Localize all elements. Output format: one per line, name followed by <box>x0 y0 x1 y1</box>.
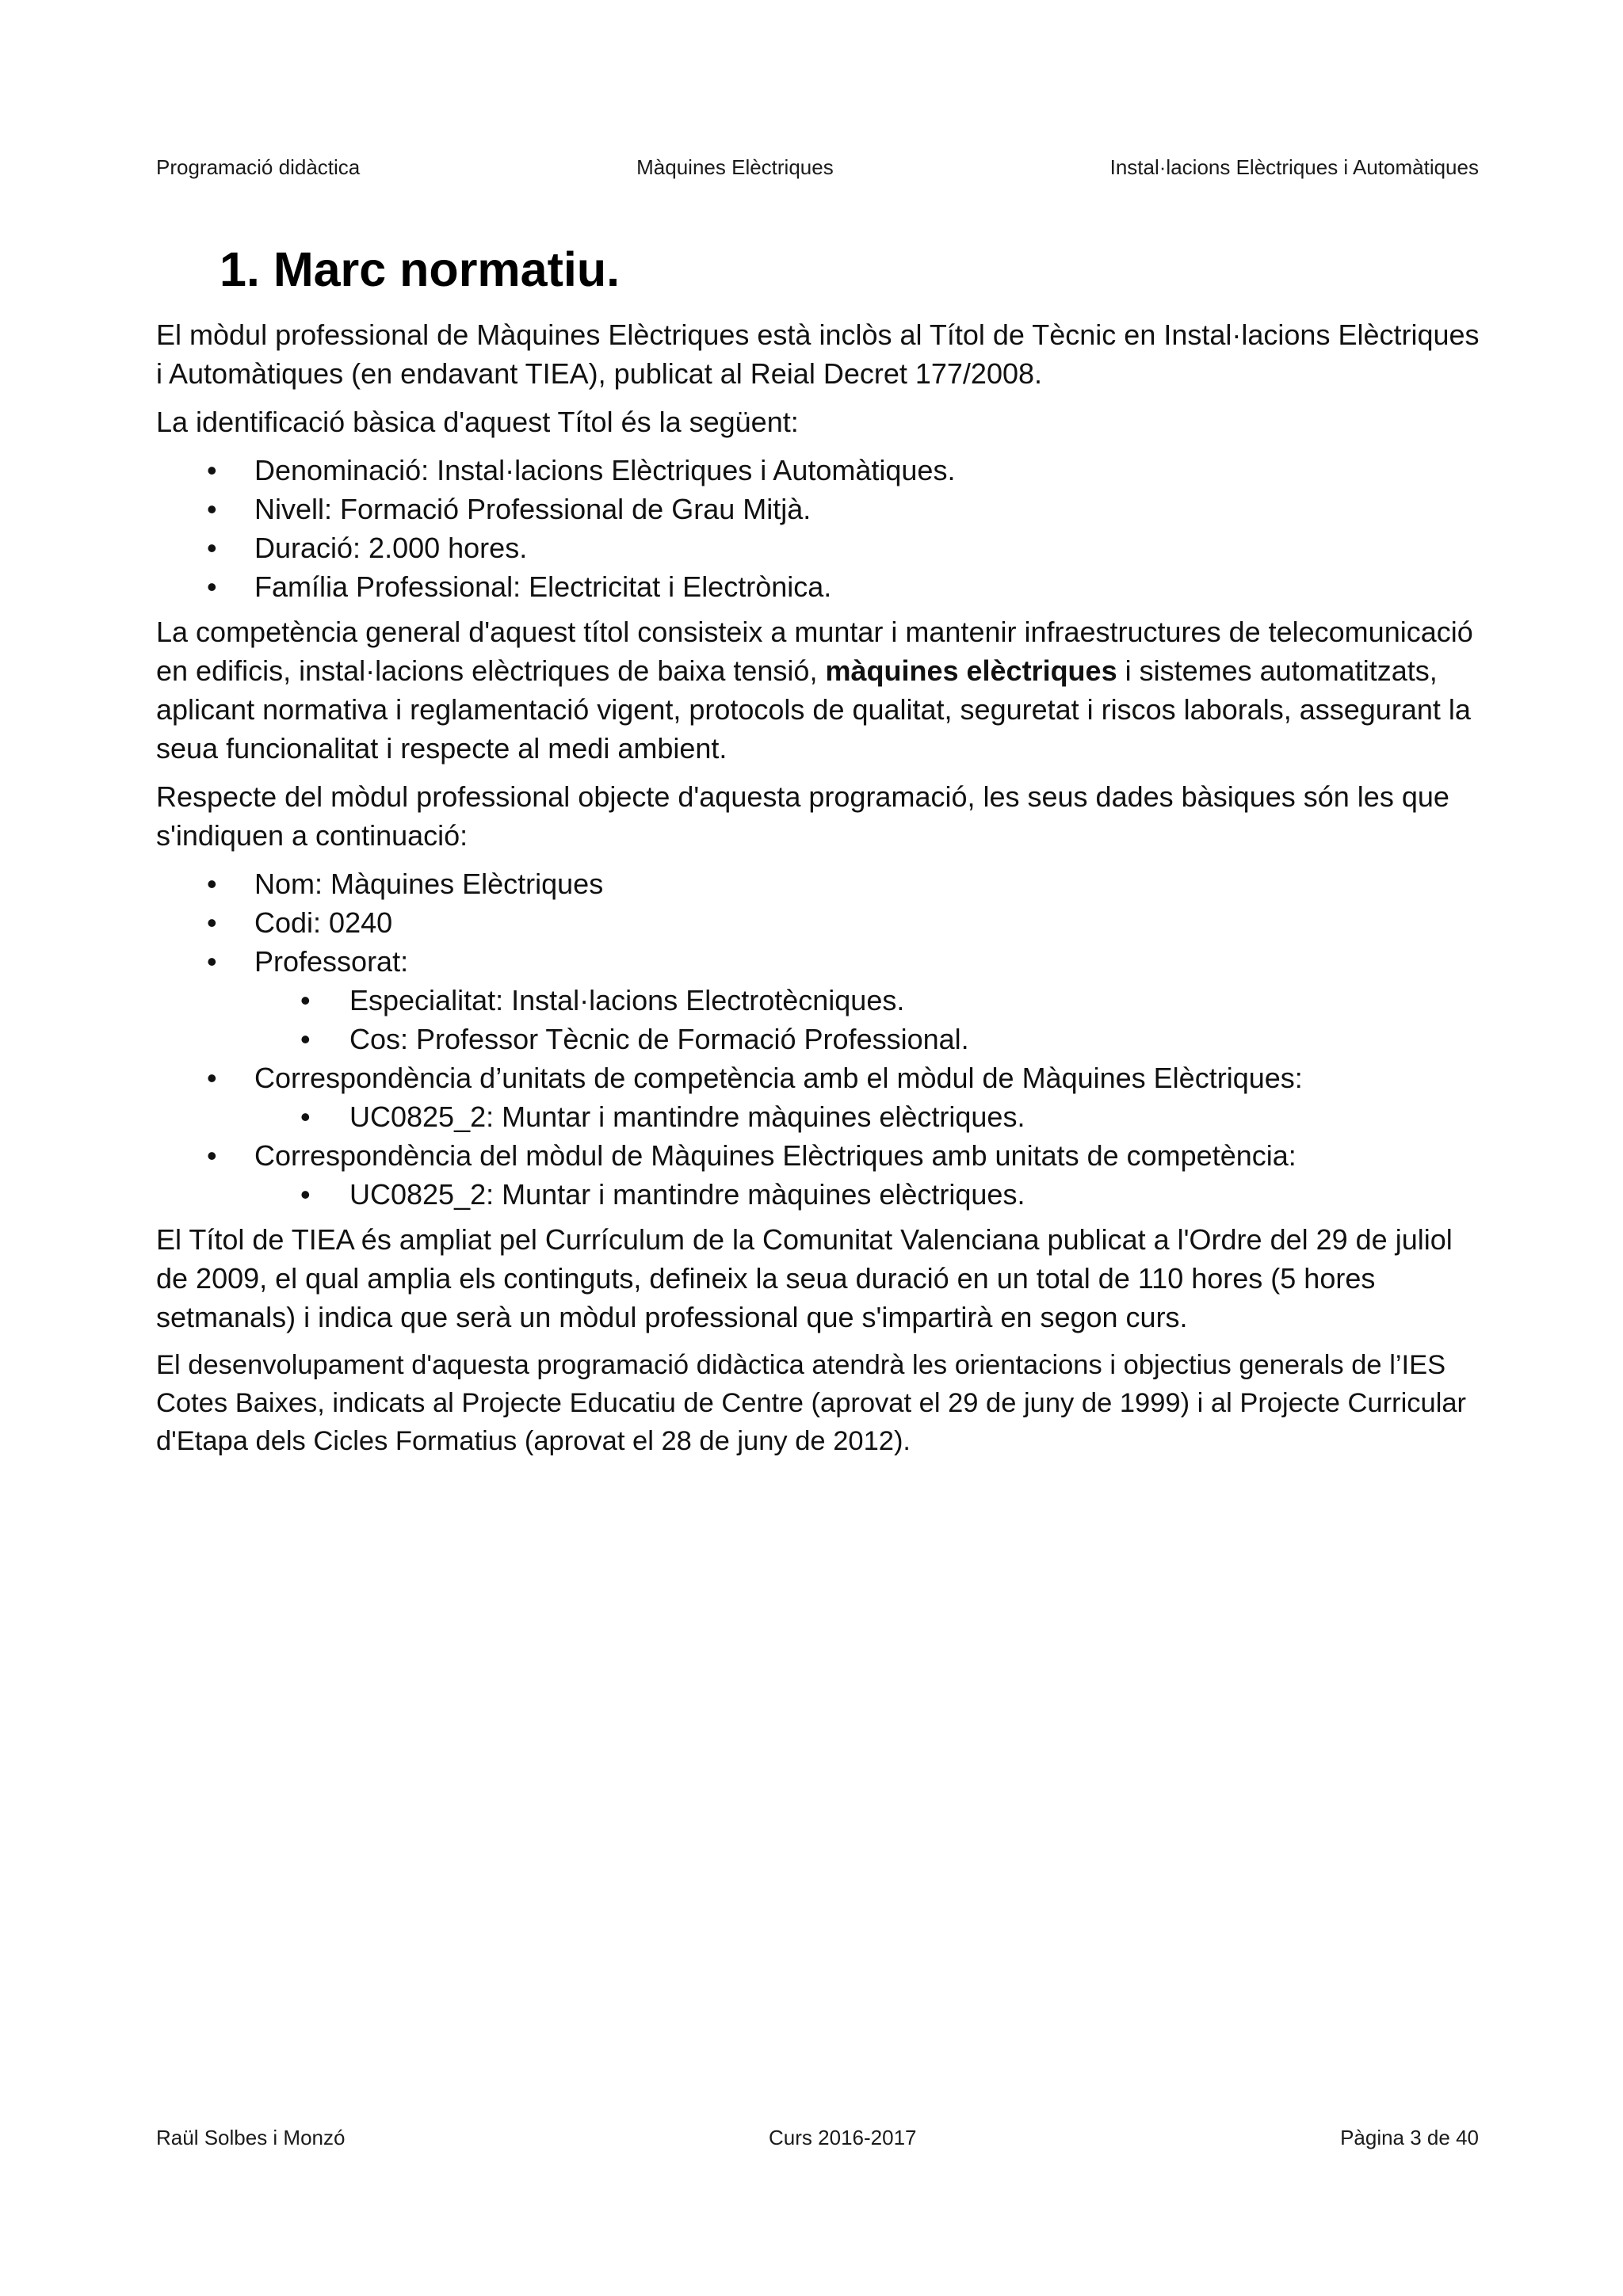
module-data-list <box>156 864 1484 1214</box>
section-title: 1. Marc normatiu. <box>220 242 621 296</box>
footer-author: Raül Solbes i Monzó <box>156 2126 346 2149</box>
competence-text-b: i sistemes automatitzats, aplicant normativa i reglamentació vigent, protocols de qualitat, seguretat i riscos laborals, assegurant la seua funcionalitat i respecte al medi ambient. <box>156 654 1471 765</box>
page-content <box>156 238 1484 1470</box>
footer-course: Curs 2016-2017 <box>769 2126 917 2149</box>
page-footer <box>156 2126 1479 2150</box>
header-center: Màquines Elèctriques <box>636 155 834 179</box>
list-item: • Nivell: Formació Professional de Grau Mitjà. <box>156 490 1484 528</box>
header-right: Instal·lacions Elèctriques i Automàtiques <box>1109 155 1479 179</box>
module-name: • Nom: Màquines Elèctriques <box>156 864 1484 903</box>
competence-bold-text: màquines elèctriques <box>825 654 1117 687</box>
development-paragraph: El desenvolupament d'aquesta programació didàctica atendrà les orientacions i objectius generals de l’IES Cotes Baixes, indicats al Projecte Educatiu de Centre (aprovat el 29 de juny de 1999) i al Projecte Curricular d'Etapa dels Cicles Formatius (aprovat el 28 de juny de 2012). <box>156 1350 1467 1456</box>
footer-page-number: Pàgina 3 de 40 <box>1340 2126 1479 2149</box>
teacher-body: • Cos: Professor Tècnic de Formació Professional. <box>156 1020 1484 1058</box>
competence-correspondence-2: • Correspondència del mòdul de Màquines Elèctriques amb unitats de competència: <box>156 1136 1484 1175</box>
page-header <box>156 155 1479 180</box>
list-item: • Família Professional: Electricitat i Electrònica. <box>156 567 1484 606</box>
module-code: • Codi: 0240 <box>156 903 1484 942</box>
list-item: • Duració: 2.000 hores. <box>156 528 1484 567</box>
module-lead: Respecte del mòdul professional objecte d'aquesta programació, les seus dades bàsiques són les que s'indiquen a continuació: <box>156 780 1449 852</box>
competence-unit-2: • UC0825_2: Muntar i mantindre màquines elèctriques. <box>156 1175 1484 1214</box>
competence-unit-1: • UC0825_2: Muntar i mantindre màquines elèctriques. <box>156 1097 1484 1136</box>
competence-paragraph <box>156 612 1484 768</box>
competence-text-a: La competència general d'aquest títol consisteix a muntar i mantenir infraestructures de telecomunicació en edificis, instal·lacions elèctriques de baixa tensió, <box>156 616 1473 687</box>
list-item: • Denominació: Instal·lacions Elèctriques i Automàtiques. <box>156 451 1484 490</box>
identification-list <box>156 451 1484 606</box>
teacher-specialty: • Especialitat: Instal·lacions Electrotècniques. <box>156 981 1484 1020</box>
header-left: Programació didàctica <box>156 155 361 179</box>
intro-paragraph: El mòdul professional de Màquines Elèctriques està inclòs al Títol de Tècnic en Instal·lacions Elèctriques i Automàtiques (en endavant TIEA), publicat al Reial Decret 177/2008. <box>156 318 1480 390</box>
identification-lead: La identificació bàsica d'aquest Títol és la següent: <box>156 406 799 438</box>
competence-correspondence-1: • Correspondència d’unitats de competència amb el mòdul de Màquines Elèctriques: <box>156 1058 1484 1097</box>
curriculum-paragraph: El Títol de TIEA és ampliat pel Currículum de la Comunitat Valenciana publicat a l'Ordre del 29 de juliol de 2009, el qual amplia els continguts, defineix la seua duració en un total de 110 hores (5 hores setmanals) i indica que serà un mòdul professional que s'impartirà en segon curs. <box>156 1223 1453 1333</box>
module-teachers: • Professorat: <box>156 942 1484 981</box>
